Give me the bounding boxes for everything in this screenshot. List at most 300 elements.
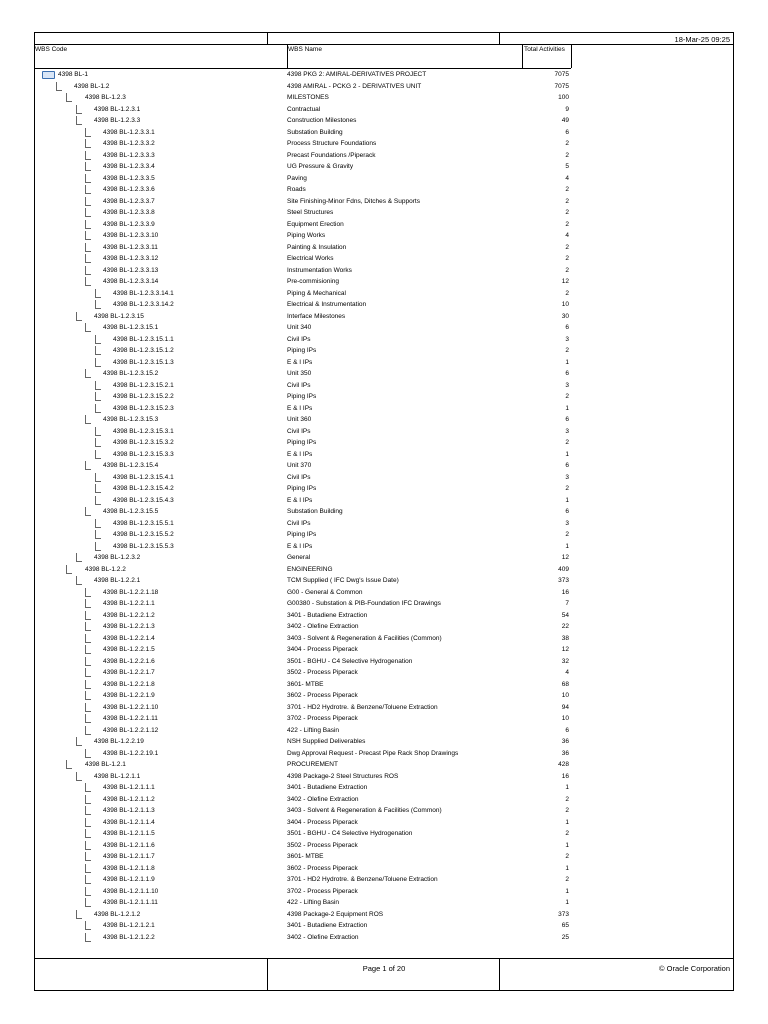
tree-connector-icon — [85, 231, 91, 240]
wbs-name: Interface Milestones — [287, 312, 346, 320]
table-row[interactable] — [34, 334, 571, 346]
tree-connector-icon — [95, 542, 101, 551]
wbs-table-body — [34, 69, 571, 943]
total-activities: 2 — [565, 255, 569, 262]
table-row[interactable] — [34, 644, 571, 656]
table-row[interactable] — [34, 472, 571, 484]
table-row[interactable] — [34, 127, 571, 139]
total-activities: 3 — [565, 381, 569, 389]
tree-connector-icon — [85, 197, 91, 206]
wbs-code: 4398 BL-1.2.3.15.5.1 — [113, 519, 174, 527]
tree-connector-icon — [95, 381, 101, 390]
wbs-name: 422 - Lifting Basin — [287, 899, 340, 906]
wbs-name: Piping IPs — [287, 347, 317, 354]
wbs-name: 3701 - HD2 Hydrotre. & Benzene/Toluene Extraction — [287, 703, 438, 711]
wbs-code: 4398 BL-1.2.1.1.8 — [103, 864, 155, 872]
total-activities: 32 — [561, 657, 569, 665]
table-row[interactable] — [34, 483, 571, 495]
wbs-name: Piping & Mechanical — [287, 289, 346, 297]
wbs-code: 4398 BL-1.2.3.15.2.1 — [113, 381, 174, 389]
table-row[interactable] — [34, 242, 571, 254]
wbs-name: Piping IPs — [287, 531, 317, 538]
wbs-name: Equipment Erection — [287, 220, 344, 228]
wbs-code: 4398 BL-1.2.3.3.13 — [103, 266, 159, 274]
table-row[interactable] — [34, 288, 571, 300]
wbs-code: 4398 BL-1.2.3.15.2.3 — [113, 404, 174, 412]
tree-connector-icon — [85, 898, 91, 907]
wbs-name: E & I IPs — [287, 404, 313, 412]
tree-connector-icon — [85, 714, 91, 723]
tree-connector-icon — [95, 427, 101, 436]
table-row[interactable] — [34, 173, 571, 185]
table-row[interactable] — [34, 253, 571, 265]
wbs-code: 4398 BL-1.2.2.1.12 — [103, 726, 159, 734]
wbs-name: Unit 350 — [287, 370, 312, 377]
table-row[interactable] — [34, 851, 571, 863]
table-row[interactable] — [34, 196, 571, 208]
total-activities: 4 — [565, 232, 569, 239]
column-header-total-activities: Total Activities — [524, 46, 565, 53]
tree-connector-icon — [85, 277, 91, 286]
table-row[interactable] — [34, 759, 571, 771]
wbs-name: 3404 - Process Piperack — [287, 646, 358, 653]
wbs-code: 4398 BL-1.2.1.2.1 — [103, 922, 155, 929]
wbs-name: Electrical & Instrumentation — [287, 301, 367, 308]
wbs-name: 3403 - Solvent & Regeneration & Facilities (Common) — [287, 807, 442, 814]
wbs-name: Construction Milestones — [287, 117, 357, 124]
total-activities: 4 — [565, 174, 569, 182]
tree-connector-icon — [85, 185, 91, 194]
wbs-code: 4398 BL-1.2.2.1.8 — [103, 680, 155, 688]
table-row[interactable] — [34, 725, 571, 737]
total-activities: 25 — [561, 933, 569, 941]
table-row[interactable] — [34, 322, 571, 334]
table-row[interactable] — [34, 403, 571, 415]
tree-connector-icon — [95, 404, 101, 413]
wbs-code: 4398 BL-1.2.3.3.9 — [103, 220, 155, 228]
wbs-code: 4398 BL-1.2.2.1.10 — [103, 703, 159, 711]
total-activities: 2 — [565, 485, 569, 492]
wbs-code: 4398 BL-1.2.3.3.10 — [103, 232, 159, 239]
wbs-name: NSH Supplied Deliverables — [287, 738, 366, 745]
tree-connector-icon — [76, 116, 82, 125]
wbs-name: 3702 - Process Piperack — [287, 715, 358, 722]
wbs-name: E & I IPs — [287, 496, 313, 504]
table-row[interactable] — [34, 828, 571, 840]
table-row[interactable] — [34, 713, 571, 725]
wbs-name: Roads — [287, 186, 306, 193]
wbs-code: 4398 BL-1.2.3.3.4 — [103, 163, 155, 170]
wbs-name: 3601- MTBE — [287, 853, 324, 860]
table-row[interactable] — [34, 265, 571, 277]
wbs-name: Instrumentation Works — [287, 266, 352, 274]
total-activities: 6 — [565, 128, 569, 136]
table-row[interactable] — [34, 771, 571, 783]
wbs-code: 4398 BL-1.2.2.1.4 — [103, 634, 155, 642]
tree-connector-icon — [95, 473, 101, 482]
table-row[interactable] — [34, 380, 571, 392]
tree-connector-icon — [85, 818, 91, 827]
tree-connector-icon — [85, 507, 91, 516]
wbs-name: Piping IPs — [287, 485, 317, 492]
total-activities: 2 — [565, 876, 569, 883]
wbs-name: 3602 - Process Piperack — [287, 692, 358, 699]
tree-connector-icon — [95, 450, 101, 459]
tree-connector-icon — [85, 151, 91, 160]
tree-connector-icon — [95, 392, 101, 401]
total-activities: 36 — [561, 738, 569, 745]
table-row[interactable] — [34, 69, 571, 81]
wbs-code: 4398 BL-1.2.3.15.1.2 — [113, 347, 174, 354]
wbs-name: 3401 - Butadiene Extraction — [287, 611, 368, 619]
table-row[interactable] — [34, 426, 571, 438]
table-row[interactable] — [34, 587, 571, 599]
table-row[interactable] — [34, 874, 571, 886]
wbs-name: E & I IPs — [287, 358, 313, 366]
wbs-name: PROCUREMENT — [287, 761, 338, 768]
wbs-code: 4398 BL-1.2 — [74, 82, 110, 90]
wbs-code: 4398 BL-1.2.1.1.4 — [103, 818, 155, 826]
table-row[interactable] — [34, 679, 571, 691]
table-row[interactable] — [34, 575, 571, 587]
table-row[interactable] — [34, 495, 571, 507]
total-activities: 1 — [565, 784, 569, 791]
wbs-code: 4398 BL-1.2.1.1.7 — [103, 853, 155, 860]
tree-connector-icon — [85, 128, 91, 137]
total-activities: 2 — [565, 795, 569, 803]
tree-connector-icon — [85, 174, 91, 183]
wbs-name: Civil IPs — [287, 427, 311, 435]
table-row[interactable] — [34, 276, 571, 288]
table-row[interactable] — [34, 368, 571, 380]
column-header-wbs-code: WBS Code — [35, 46, 68, 53]
table-row[interactable] — [34, 564, 571, 576]
table-row[interactable] — [34, 748, 571, 760]
tree-connector-icon — [76, 737, 82, 746]
table-row[interactable] — [34, 805, 571, 817]
wbs-code: 4398 BL-1.2.1.1.3 — [103, 807, 155, 814]
wbs-name: UG Pressure & Gravity — [287, 163, 354, 170]
header-cell-left — [34, 32, 268, 44]
tree-connector-icon — [95, 346, 101, 355]
total-activities: 9 — [565, 105, 569, 113]
table-row[interactable] — [34, 345, 571, 357]
total-activities: 2 — [565, 140, 569, 147]
total-activities: 409 — [558, 565, 569, 573]
tree-connector-icon — [95, 289, 101, 298]
tree-connector-icon — [95, 484, 101, 493]
total-activities: 10 — [561, 301, 569, 308]
wbs-name: Substation Building — [287, 128, 343, 136]
table-row[interactable] — [34, 610, 571, 622]
wbs-code: 4398 BL-1.2.3.3.5 — [103, 174, 155, 182]
wbs-name: 422 - Lifting Basin — [287, 726, 340, 734]
total-activities: 2 — [565, 186, 569, 193]
table-row[interactable] — [34, 150, 571, 162]
table-row[interactable] — [34, 437, 571, 449]
table-row[interactable] — [34, 552, 571, 564]
total-activities: 10 — [561, 692, 569, 699]
tree-connector-icon — [85, 415, 91, 424]
total-activities: 5 — [565, 163, 569, 170]
tree-connector-icon — [85, 254, 91, 263]
total-activities: 6 — [565, 324, 569, 331]
table-row[interactable] — [34, 357, 571, 369]
total-activities: 7075 — [554, 71, 569, 78]
table-row[interactable] — [34, 656, 571, 668]
total-activities: 2 — [565, 220, 569, 228]
table-row[interactable] — [34, 230, 571, 242]
table-row[interactable] — [34, 311, 571, 323]
table-row[interactable] — [34, 414, 571, 426]
total-activities: 22 — [561, 623, 569, 630]
table-row[interactable] — [34, 863, 571, 875]
wbs-name: Electrical Works — [287, 255, 334, 262]
table-row[interactable] — [34, 518, 571, 530]
table-row[interactable] — [34, 449, 571, 461]
wbs-name: 3401 - Butadiene Extraction — [287, 784, 368, 791]
table-row[interactable] — [34, 115, 571, 127]
table-row[interactable] — [34, 932, 571, 944]
tree-connector-icon — [85, 829, 91, 838]
total-activities: 54 — [561, 611, 569, 619]
total-activities: 2 — [565, 266, 569, 274]
table-row[interactable] — [34, 736, 571, 748]
wbs-name: Substation Building — [287, 508, 343, 515]
table-row[interactable] — [34, 529, 571, 541]
table-row[interactable] — [34, 667, 571, 679]
table-row[interactable] — [34, 92, 571, 104]
wbs-code: 4398 BL-1.2.3.15.3 — [103, 416, 159, 423]
wbs-code: 4398 BL-1.2.3.15.3.3 — [113, 450, 174, 458]
wbs-name: 3502 - Process Piperack — [287, 669, 358, 676]
table-row[interactable] — [34, 104, 571, 116]
wbs-code: 4398 BL-1.2.3.15.1.1 — [113, 335, 174, 343]
wbs-name: Unit 360 — [287, 416, 312, 423]
header-cell-middle — [268, 32, 500, 44]
total-activities: 2 — [565, 830, 569, 837]
footer-cell-left — [34, 958, 268, 991]
table-row[interactable] — [34, 207, 571, 219]
wbs-code: 4398 BL-1.2.3.15 — [94, 312, 144, 320]
table-row[interactable] — [34, 690, 571, 702]
table-row[interactable] — [34, 897, 571, 909]
wbs-code: 4398 BL-1.2.3.2 — [94, 554, 141, 561]
wbs-name: 3402 - Olefine Extraction — [287, 933, 359, 941]
wbs-code: 4398 BL-1.2.2.1.1 — [103, 600, 155, 607]
total-activities: 7075 — [554, 82, 569, 90]
wbs-name: 3602 - Process Piperack — [287, 864, 358, 872]
wbs-name: 3501 - BGHU - C4 Selective Hydrogenation — [287, 657, 413, 665]
table-row[interactable] — [34, 782, 571, 794]
column-header-wbs-name: WBS Name — [288, 46, 322, 53]
table-row[interactable] — [34, 886, 571, 898]
tree-connector-icon — [76, 105, 82, 114]
total-activities: 428 — [558, 761, 569, 768]
table-row[interactable] — [34, 633, 571, 645]
total-activities: 6 — [565, 416, 569, 423]
wbs-code: 4398 BL-1.2.3.15.4.2 — [113, 485, 174, 492]
total-activities: 7 — [565, 600, 569, 607]
tree-connector-icon — [95, 530, 101, 539]
tree-connector-icon — [85, 208, 91, 217]
table-row[interactable] — [34, 598, 571, 610]
total-activities: 10 — [561, 715, 569, 722]
wbs-name: Process Structure Foundations — [287, 140, 377, 147]
table-row[interactable] — [34, 621, 571, 633]
wbs-name: Civil IPs — [287, 335, 311, 343]
wbs-code: 4398 BL-1.2.2 — [85, 565, 126, 573]
total-activities: 2 — [565, 439, 569, 446]
total-activities: 1 — [565, 841, 569, 849]
total-activities: 49 — [561, 117, 569, 124]
wbs-code: 4398 BL-1.2.3.15.2.2 — [113, 393, 174, 400]
wbs-code: 4398 BL-1.2.3.3.7 — [103, 197, 155, 205]
table-row[interactable] — [34, 219, 571, 231]
wbs-name: 3403 - Solvent & Regeneration & Facilities (Common) — [287, 634, 442, 642]
table-row[interactable] — [34, 794, 571, 806]
wbs-name: 4398 Package-2 Steel Structures ROS — [287, 772, 399, 780]
total-activities: 1 — [565, 818, 569, 826]
table-row[interactable] — [34, 840, 571, 852]
total-activities: 68 — [561, 680, 569, 688]
wbs-name: Precast Foundations /Piperack — [287, 151, 376, 159]
tree-connector-icon — [66, 760, 72, 769]
wbs-code: 4398 BL-1.2.1.1.10 — [103, 887, 159, 895]
total-activities: 1 — [565, 899, 569, 906]
tree-connector-icon — [85, 599, 91, 608]
total-activities: 2 — [565, 151, 569, 159]
total-activities: 12 — [561, 646, 569, 653]
total-activities: 1 — [565, 450, 569, 458]
wbs-name: Civil IPs — [287, 473, 311, 481]
total-activities: 100 — [558, 94, 569, 101]
tree-connector-icon — [56, 82, 62, 91]
tree-connector-icon — [85, 611, 91, 620]
wbs-name: MILESTONES — [287, 94, 329, 101]
total-activities: 3 — [565, 519, 569, 527]
total-activities: 2 — [565, 243, 569, 251]
wbs-code: 4398 BL-1.2.3.15.5.3 — [113, 542, 174, 550]
wbs-name: Piping IPs — [287, 393, 317, 400]
total-activities: 36 — [561, 749, 569, 757]
table-row[interactable] — [34, 506, 571, 518]
total-activities: 373 — [558, 910, 569, 918]
wbs-code: 4398 BL-1.2.3.15.4.1 — [113, 473, 174, 481]
total-activities: 2 — [565, 197, 569, 205]
total-activities: 2 — [565, 289, 569, 297]
wbs-code: 4398 BL-1.2.1.1.6 — [103, 841, 155, 849]
wbs-name: Painting & Insulation — [287, 243, 347, 251]
table-row[interactable] — [34, 541, 571, 553]
wbs-code: 4398 BL-1.2.2.1 — [94, 577, 141, 584]
report-date: 18-Mar-25 09:25 — [674, 35, 730, 44]
wbs-code: 4398 BL-1.2.1.1.5 — [103, 830, 155, 837]
total-activities: 2 — [565, 347, 569, 354]
table-row[interactable] — [34, 138, 571, 150]
copyright: © Oracle Corporation — [659, 964, 730, 973]
wbs-name: 3404 - Process Piperack — [287, 818, 358, 826]
tree-connector-icon — [85, 841, 91, 850]
total-activities: 2 — [565, 853, 569, 860]
total-activities: 1 — [565, 887, 569, 895]
tree-connector-icon — [85, 645, 91, 654]
wbs-name: 3402 - Olefine Extraction — [287, 623, 359, 630]
tree-connector-icon — [95, 496, 101, 505]
total-activities: 1 — [565, 404, 569, 412]
table-row[interactable] — [34, 460, 571, 472]
table-row[interactable] — [34, 81, 571, 93]
tree-connector-icon — [85, 806, 91, 815]
wbs-code: 4398 BL-1.2.1.1.11 — [103, 899, 158, 906]
table-row[interactable] — [34, 184, 571, 196]
tree-connector-icon — [76, 772, 82, 781]
table-row[interactable] — [34, 161, 571, 173]
wbs-name: 4398 AMIRAL - PCKG 2 - DERIVATIVES UNIT — [287, 82, 422, 90]
wbs-code: 4398 BL-1.2.3.15.5.2 — [113, 531, 174, 538]
total-activities: 1 — [565, 358, 569, 366]
tree-connector-icon — [85, 887, 91, 896]
tree-connector-icon — [85, 726, 91, 735]
tree-connector-icon — [85, 634, 91, 643]
total-activities: 373 — [558, 577, 569, 584]
wbs-name: Pre-commisioning — [287, 278, 340, 285]
table-row[interactable] — [34, 920, 571, 932]
total-activities: 1 — [565, 864, 569, 872]
tree-connector-icon — [66, 93, 72, 102]
tree-connector-icon — [95, 335, 101, 344]
tree-connector-icon — [76, 553, 82, 562]
total-activities: 16 — [561, 588, 569, 596]
wbs-name: Piping IPs — [287, 439, 317, 446]
wbs-code: 4398 BL-1.2.1.2 — [94, 910, 141, 918]
total-activities: 2 — [565, 393, 569, 400]
wbs-code: 4398 BL-1.2.3.3.14.2 — [113, 301, 174, 308]
wbs-code: 4398 BL-1 — [58, 71, 88, 78]
wbs-name: 3701 - HD2 Hydrotre. & Benzene/Toluene Extraction — [287, 876, 438, 883]
wbs-code: 4398 BL-1.2.3.15.5 — [103, 508, 159, 515]
tree-connector-icon — [85, 680, 91, 689]
wbs-code: 4398 BL-1.2.3.3.2 — [103, 140, 155, 147]
wbs-code: 4398 BL-1.2.2.1.11 — [103, 715, 158, 722]
tree-connector-icon — [95, 300, 101, 309]
total-activities: 6 — [565, 726, 569, 734]
wbs-name: Steel Structures — [287, 209, 334, 216]
table-row[interactable] — [34, 391, 571, 403]
wbs-code: 4398 BL-1.2.3.3.1 — [103, 128, 155, 136]
table-row[interactable] — [34, 909, 571, 921]
total-activities: 1 — [565, 542, 569, 550]
wbs-code: 4398 BL-1.2.1.1.2 — [103, 795, 155, 803]
wbs-code: 4398 BL-1.2.2.1.7 — [103, 669, 155, 676]
wbs-code: 4398 BL-1.2.1.1.1 — [103, 784, 155, 791]
total-activities: 94 — [561, 703, 569, 711]
table-row[interactable] — [34, 817, 571, 829]
table-row[interactable] — [34, 702, 571, 714]
total-activities: 12 — [561, 278, 569, 285]
column-divider — [571, 44, 572, 68]
wbs-name: 4398 Package-2 Equipment ROS — [287, 910, 384, 918]
wbs-name: TCM Supplied ( IFC Dwg's Issue Date) — [287, 577, 399, 584]
wbs-code: 4398 BL-1.2.3.3.14 — [103, 278, 159, 285]
table-row[interactable] — [34, 299, 571, 311]
wbs-name: Contractual — [287, 105, 321, 113]
total-activities: 30 — [561, 312, 569, 320]
tree-connector-icon — [66, 565, 72, 574]
tree-connector-icon — [85, 749, 91, 758]
wbs-code: 4398 BL-1.2.3 — [85, 94, 126, 101]
wbs-code: 4398 BL-1.2.3.3.8 — [103, 209, 155, 216]
